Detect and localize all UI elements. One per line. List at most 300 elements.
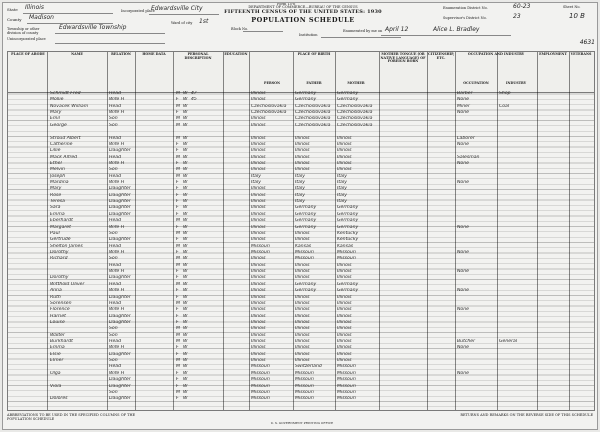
cell-rel: Son	[109, 167, 118, 173]
table-row	[8, 124, 594, 130]
cell-mother: Illinois	[337, 269, 352, 275]
cell-birth: Italy	[251, 173, 261, 179]
cell-mother: Illinois	[337, 275, 352, 281]
cell-father: Illinois	[295, 313, 310, 319]
enumerated-label: Enumerated by me on	[343, 29, 383, 33]
cell-race: W	[183, 154, 188, 160]
cell-sex: F	[176, 351, 179, 357]
cell-mother: Germany	[337, 91, 359, 96]
township-value: Edwardsville Township	[59, 24, 127, 31]
cell-name: Lillie	[50, 148, 61, 154]
cell-rel: Head	[109, 364, 122, 370]
cell-race: W	[183, 288, 188, 294]
col-group-relation: RELATION	[111, 52, 131, 56]
cell-name: Burkhardt	[50, 339, 73, 345]
cell-name: Paul	[50, 230, 60, 236]
col-group-tongue: MOTHER TONGUE (OR NATIVE LANGUAGE) OF FOREIGN BORN	[380, 52, 426, 64]
cell-rel: Daughter	[109, 383, 131, 389]
cell-mother: Kentucky	[337, 230, 359, 236]
form-number: Form 15-6	[277, 2, 296, 6]
cell-name: Florence	[50, 307, 70, 313]
cell-birth: Illinois	[251, 300, 266, 306]
subhead-mother: MOTHER	[347, 81, 365, 85]
col-group-citizenship: CITIZENSHIP, ETC.	[428, 52, 455, 60]
census-sheet	[2, 2, 598, 430]
cell-rel: Wife H	[109, 97, 125, 103]
cell-birth: Illinois	[251, 199, 266, 205]
cell-father: Italy	[295, 180, 305, 186]
cell-rel: Wife H	[109, 288, 125, 294]
cell-birth: Missouri	[251, 250, 270, 255]
cell-occ: None	[457, 288, 469, 294]
cell-race: W	[183, 180, 188, 186]
cell-occ: None	[457, 110, 469, 116]
cell-sex: F	[176, 313, 179, 319]
cell-occ: Barber	[457, 91, 473, 96]
cell-birth: Illinois	[251, 326, 266, 332]
cell-rel: Daughter	[109, 396, 131, 402]
cell-name: Stroud Albert	[50, 135, 81, 141]
cell-name: Walter	[50, 332, 65, 338]
cell-sex: M	[176, 218, 180, 224]
cell-mother: Germany	[337, 97, 359, 103]
cell-birth: Missouri	[251, 370, 270, 376]
cell-mother: Czechoslovakia	[337, 122, 373, 128]
stamp-number: 4631	[579, 39, 595, 46]
cell-rel: Daughter	[109, 186, 131, 192]
cell-birth: Missouri	[251, 389, 270, 395]
cell-name: George	[50, 122, 67, 128]
cell-mother: Missouri	[337, 389, 356, 395]
cell-father: Illinois	[295, 339, 310, 345]
cell-rel: Son	[109, 332, 118, 338]
cell-rel: Daughter	[109, 319, 131, 325]
cell-sex: M	[176, 122, 180, 128]
cell-father: Illinois	[295, 141, 310, 147]
cell-name: Olga	[50, 370, 61, 376]
cell-name: Emil	[50, 116, 60, 122]
cell-sex: F	[176, 370, 179, 376]
cell-race: W	[183, 173, 188, 179]
cell-name: Louise	[50, 319, 65, 325]
cell-sex: F	[176, 269, 179, 275]
cell-mother: Illinois	[337, 148, 352, 154]
cell-race: W	[183, 116, 188, 122]
cell-father: Illinois	[295, 275, 310, 281]
cell-race: W	[183, 294, 188, 300]
cell-sex: F	[176, 275, 179, 281]
cell-father: Illinois	[295, 358, 310, 364]
cell-race: W	[183, 186, 188, 192]
cell-rel: Head	[109, 173, 122, 179]
cell-father: Germany	[295, 205, 317, 211]
cell-rel: Daughter	[109, 351, 131, 357]
cell-race: W	[183, 160, 188, 166]
cell-rel: Wife H	[109, 224, 125, 230]
cell-father: Germany	[295, 97, 317, 103]
cell-race: W	[183, 339, 188, 345]
cell-birth: Illinois	[251, 345, 266, 351]
cell-birth: Missouri	[251, 243, 270, 249]
cell-mother: Missouri	[337, 250, 356, 255]
township-underline	[55, 25, 165, 34]
cell-birth: Missouri	[251, 364, 270, 370]
cell-mother: Illinois	[337, 313, 352, 319]
block-label: Block No.	[231, 27, 249, 31]
cell-name: Catherine	[50, 141, 73, 147]
col-group-birth: PLACE OF BIRTH	[297, 52, 331, 56]
cell-sex: F	[176, 307, 179, 313]
cell-sex: F	[176, 237, 179, 243]
cell-father: Illinois	[295, 160, 310, 166]
cell-race: W	[183, 313, 188, 319]
block-underline	[243, 23, 283, 32]
cell-rel: Head	[109, 300, 122, 306]
cell-mother: Czechoslovakia	[337, 116, 373, 122]
census-grid	[7, 51, 595, 411]
cell-father: Illinois	[295, 300, 310, 306]
cell-mother: Missouri	[337, 370, 356, 376]
cell-ind: Coal	[499, 103, 510, 109]
cell-sex: F	[176, 141, 179, 147]
cell-sex: F	[176, 110, 179, 116]
cell-occ: Butcher	[457, 339, 476, 345]
cell-mother: Illinois	[337, 141, 352, 147]
cell-name: Mack Alfred	[50, 154, 78, 160]
subhead-father: FATHER	[306, 81, 322, 85]
cell-birth: Missouri	[251, 377, 270, 383]
cell-rel: Head	[109, 103, 122, 109]
cell-father: Czechoslovakia	[295, 110, 331, 116]
cell-sex: F	[176, 205, 179, 211]
cell-father: Switzerland	[295, 364, 322, 370]
unincorporated-underline	[55, 35, 165, 44]
cell-rel: Wife H	[109, 160, 125, 166]
cell-father: Missouri	[295, 256, 314, 262]
cell-rel: Son	[109, 326, 118, 332]
enumerated-date: April 12	[385, 26, 409, 33]
cell-mother: Illinois	[337, 160, 352, 166]
cell-father: Illinois	[295, 237, 310, 243]
cell-father: Missouri	[295, 250, 314, 255]
cell-occ: None	[457, 269, 469, 275]
cell-rel: Wife H	[109, 307, 125, 313]
ward-value: 1st	[199, 18, 209, 25]
cell-race: W	[183, 250, 188, 255]
cell-occ: None	[457, 160, 469, 166]
cell-father: Italy	[295, 186, 305, 192]
cell-name: Viola	[50, 383, 62, 389]
cell-birth: Illinois	[251, 319, 266, 325]
cell-name: Dolores	[50, 396, 68, 402]
cell-mother: Italy	[337, 192, 347, 198]
cell-name: Joseph	[50, 173, 66, 179]
cell-father: Czechoslovakia	[295, 122, 331, 128]
unincorporated-label: Unincorporated place	[7, 37, 46, 41]
cell-sex: M	[176, 230, 180, 236]
cell-name: Sara	[50, 205, 61, 211]
cell-birth: Illinois	[251, 148, 266, 154]
cell-mother: Illinois	[337, 154, 352, 160]
cell-birth: Illinois	[251, 230, 266, 236]
cell-father: Kansas	[295, 243, 312, 249]
cell-sex: F	[176, 345, 179, 351]
cell-race: W	[183, 389, 188, 395]
cell-rel: Head	[109, 218, 122, 224]
cell-mother: Illinois	[337, 307, 352, 313]
cell-race: W	[183, 230, 188, 236]
cell-sex: F	[176, 294, 179, 300]
cell-rel: Wife H	[109, 269, 125, 275]
cell-mother: Czechoslovakia	[337, 103, 373, 109]
county-label: County	[7, 17, 22, 22]
cell-father: Missouri	[295, 389, 314, 395]
cell-birth: Illinois	[251, 97, 266, 103]
cell-sex: M	[176, 167, 180, 173]
cell-mother: Kentucky	[337, 237, 359, 243]
cell-father: Illinois	[295, 326, 310, 332]
cell-birth: Illinois	[251, 186, 266, 192]
cell-mother: Italy	[337, 199, 347, 205]
cell-name: Melvin	[50, 167, 65, 173]
cell-rel: Daughter	[109, 199, 131, 205]
cell-name: Emma	[50, 345, 65, 351]
cell-mother: Germany	[337, 218, 359, 224]
cell-race: W	[183, 269, 188, 275]
cell-race: W	[183, 122, 188, 128]
cell-race: W	[183, 351, 188, 357]
cell-rel: Head	[109, 339, 122, 345]
cell-mother: Illinois	[337, 345, 352, 351]
cell-rel: Wife H	[109, 250, 125, 255]
cell-mother: Missouri	[337, 383, 356, 389]
cell-sex: M	[176, 173, 180, 179]
cell-father: Germany	[295, 281, 317, 287]
cell-birth: Illinois	[251, 167, 266, 173]
cell-occ: None	[457, 180, 469, 186]
cell-mother: Italy	[337, 180, 347, 186]
supervisor-value: 23	[513, 13, 521, 20]
cell-name: Margaret	[50, 224, 71, 230]
cell-name: Gertrude	[50, 237, 71, 243]
cell-birth: Illinois	[251, 313, 266, 319]
cell-rel: Daughter	[109, 275, 131, 281]
cell-race: W	[183, 205, 188, 211]
subhead-industry: INDUSTRY	[505, 81, 527, 85]
cell-mother: Germany	[337, 224, 359, 230]
cell-mother: Illinois	[337, 319, 352, 325]
cell-birth: Illinois	[251, 307, 266, 313]
cell-sex: F	[176, 148, 179, 154]
cell-sex: M	[176, 116, 180, 122]
cell-race: W	[183, 383, 188, 389]
cell-rel: Head	[109, 243, 122, 249]
cell-birth: Czechoslovakia	[251, 110, 287, 116]
state-label: State	[7, 7, 18, 12]
township-label: Township or other division of county	[7, 27, 40, 35]
cell-father: Illinois	[295, 351, 310, 357]
cell-father: Italy	[295, 192, 305, 198]
cell-father: Italy	[295, 173, 305, 179]
cell-rel: Head	[109, 262, 122, 268]
cell-occ: None	[457, 97, 469, 103]
cell-age: 47	[191, 91, 197, 96]
cell-occ: Miner	[457, 103, 470, 109]
cell-mother: Germany	[337, 205, 359, 211]
cell-sex: F	[176, 199, 179, 205]
col-group-personal: PERSONAL DESCRIPTION	[184, 52, 212, 60]
cell-father: Illinois	[295, 332, 310, 338]
cell-father: Illinois	[295, 307, 310, 313]
institution-label: Institution	[299, 33, 318, 37]
ward-label: Ward of city	[171, 21, 193, 25]
col-group-occupation: OCCUPATION AND INDUSTRY	[467, 52, 525, 56]
cell-sex: M	[176, 154, 180, 160]
cell-name: Witthold Oliver	[50, 281, 85, 287]
cell-rel: Daughter	[109, 148, 131, 154]
cell-father: Czechoslovakia	[295, 103, 331, 109]
county-value: Madison	[29, 14, 54, 21]
cell-ind: General	[499, 339, 518, 345]
col-group-home: HOME DATA	[142, 52, 166, 56]
col-group-veterans: VETERANS	[570, 52, 592, 56]
column-header-band	[8, 52, 594, 93]
cell-race: W	[183, 97, 188, 103]
cell-sex: M	[176, 339, 180, 345]
cell-race: W	[183, 110, 188, 116]
cell-rel: Head	[109, 135, 122, 141]
cell-rel: Head	[109, 281, 122, 287]
incorporated-label: Incorporated place	[121, 9, 155, 13]
cell-birth: Illinois	[251, 224, 266, 230]
cell-birth: Illinois	[251, 351, 266, 357]
cell-mother: Illinois	[337, 358, 352, 364]
cell-rel: Head	[109, 91, 122, 96]
cell-mother: Germany	[337, 281, 359, 287]
cell-rel: Wife H	[109, 110, 125, 116]
sheet-value: 10 B	[569, 12, 585, 20]
state-value: Illinois	[25, 4, 45, 11]
cell-birth: Illinois	[251, 91, 266, 96]
cell-rel: Wife H	[109, 141, 125, 147]
cell-mother: Missouri	[337, 256, 356, 262]
cell-occ: None	[457, 250, 469, 255]
cell-name: Schmidt Fred	[50, 91, 81, 96]
cell-mother: Illinois	[337, 262, 352, 268]
cell-father: Illinois	[295, 345, 310, 351]
footer-abbreviations: ABBREVIATIONS TO BE USED IN THE SPECIFIED COLUMNS OF THE POPULATION SCHEDULE	[7, 413, 136, 421]
cell-birth: Illinois	[251, 116, 266, 122]
cell-sex: F	[176, 97, 179, 103]
cell-name: Elmer	[50, 358, 64, 364]
cell-sex: F	[176, 396, 179, 402]
cell-rel: Daughter	[109, 294, 131, 300]
cell-birth: Illinois	[251, 218, 266, 224]
cell-rel: Daughter	[109, 205, 131, 211]
cell-rel: Son	[109, 122, 118, 128]
cell-race: W	[183, 135, 188, 141]
cell-mother: Illinois	[337, 326, 352, 332]
cell-father: Germany	[295, 211, 317, 217]
cell-sex: F	[176, 180, 179, 186]
cell-sex: F	[176, 250, 179, 255]
cell-occ: None	[457, 370, 469, 376]
cell-name: Shelton James	[50, 243, 83, 249]
cell-occ: None	[457, 141, 469, 147]
cell-birth: Illinois	[251, 262, 266, 268]
cell-birth: Illinois	[251, 135, 266, 141]
cell-birth: Illinois	[251, 358, 266, 364]
cell-race: W	[183, 300, 188, 306]
cell-race: W	[183, 326, 188, 332]
cell-mother: Missouri	[337, 364, 356, 370]
cell-race: W	[183, 224, 188, 230]
cell-sex: M	[176, 256, 180, 262]
cell-father: Illinois	[295, 319, 310, 325]
cell-race: W	[183, 281, 188, 287]
cell-race: W	[183, 332, 188, 338]
cell-occ: Laborer	[457, 135, 475, 141]
cell-birth: Illinois	[251, 192, 266, 198]
cell-name: Ethel	[50, 160, 62, 166]
state-underline	[23, 5, 113, 14]
cell-father: Illinois	[295, 135, 310, 141]
cell-birth: Illinois	[251, 281, 266, 287]
cell-birth: Illinois	[251, 205, 266, 211]
cell-name: Emma	[50, 211, 65, 217]
cell-mother: Missouri	[337, 377, 356, 383]
cell-sex: F	[176, 319, 179, 325]
cell-name: Mary	[50, 110, 62, 116]
cell-name: Elsie	[50, 351, 61, 357]
cell-birth: Illinois	[251, 154, 266, 160]
cell-sex: M	[176, 332, 180, 338]
cell-race: W	[183, 218, 188, 224]
cell-father: Germany	[295, 224, 317, 230]
cell-name: Sorensen	[50, 300, 72, 306]
cell-race: W	[183, 211, 188, 217]
cell-birth: Italy	[251, 180, 261, 186]
cell-race: W	[183, 396, 188, 402]
cell-father: Illinois	[295, 148, 310, 154]
cell-race: W	[183, 148, 188, 154]
cell-rel: Daughter	[109, 237, 131, 243]
cell-birth: Illinois	[251, 288, 266, 294]
cell-sex: F	[176, 224, 179, 230]
cell-mother: Germany	[337, 211, 359, 217]
cell-race: W	[183, 358, 188, 364]
table-row	[8, 404, 594, 410]
county-underline	[27, 15, 113, 24]
cell-mother: Czechoslovakia	[337, 110, 373, 116]
department-line: DEPARTMENT OF COMMERCE—BUREAU OF THE CENSUS	[248, 5, 358, 9]
cell-father: Illinois	[295, 269, 310, 275]
cell-occ: Salesman	[457, 154, 480, 160]
cell-sex: F	[176, 186, 179, 192]
cell-birth: Illinois	[251, 160, 266, 166]
cell-birth: Missouri	[251, 383, 270, 389]
cell-father: Germany	[295, 288, 317, 294]
cell-name: Dorothy	[50, 275, 69, 281]
cell-birth: Illinois	[251, 122, 266, 128]
cell-name: Mardina	[50, 180, 69, 186]
enum-district-label: Enumeration District No.	[443, 6, 488, 10]
cell-rel: Wife H	[109, 180, 125, 186]
cell-mother: Kansas	[337, 243, 354, 249]
cell-age: 45	[191, 97, 197, 103]
cell-race: W	[183, 103, 188, 109]
cell-father: Illinois	[295, 230, 310, 236]
